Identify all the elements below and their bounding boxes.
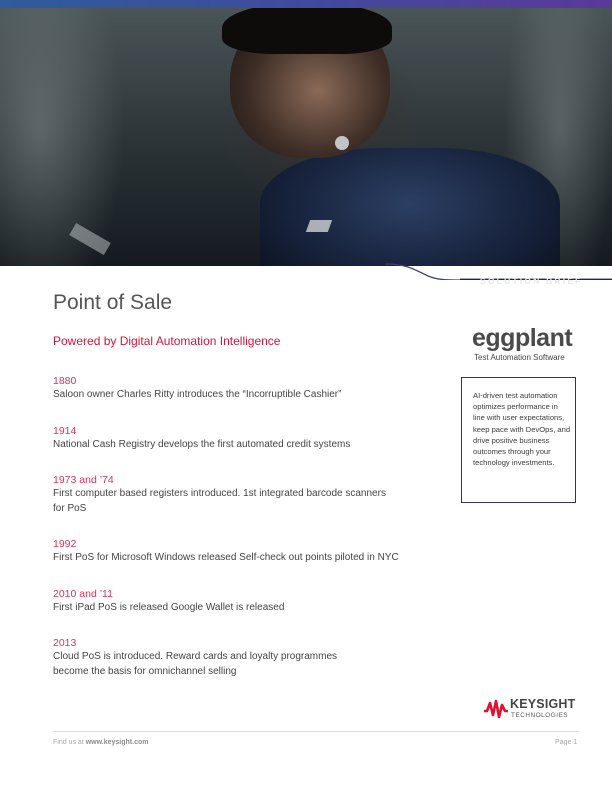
timeline-item bbox=[53, 474, 413, 516]
keysight-tagline: TECHNOLOGIES bbox=[511, 712, 569, 719]
timeline-item bbox=[53, 588, 413, 616]
timeline-description: First iPad PoS is released Google Wallet is released bbox=[53, 601, 285, 613]
timeline-description: First PoS for Microsoft Windows released Self-check out points piloted in NYC bbox=[53, 552, 399, 563]
timeline-year: 1880 bbox=[53, 375, 77, 387]
timeline-item bbox=[53, 637, 413, 679]
footer-find-prefix: Find us at bbox=[53, 739, 84, 746]
eggplant-tagline: Test Automation Software bbox=[474, 353, 565, 362]
timeline-description: National Cash Registry develops the first automated credit systems bbox=[53, 438, 351, 450]
timeline-year: 2013 bbox=[53, 637, 77, 649]
timeline-year: 1914 bbox=[53, 424, 77, 437]
footer-divider bbox=[53, 731, 579, 732]
hero-photo bbox=[0, 8, 612, 266]
page-number: Page 1 bbox=[555, 739, 578, 746]
page-subtitle: Powered by Digital Automation Intelligence bbox=[53, 334, 281, 348]
top-accent-bar bbox=[0, 0, 612, 8]
timeline-description: First computer based registers introduced. 1st integrated barcode scanners for PoS bbox=[53, 488, 386, 514]
hero-device bbox=[306, 220, 332, 232]
hero-shirt bbox=[260, 148, 560, 266]
timeline-description: Saloon owner Charles Ritty introduces the “Incorruptible Cashier” bbox=[53, 389, 342, 400]
hero-hair bbox=[222, 8, 392, 54]
timeline-year: 2010 and ’11 bbox=[53, 587, 113, 600]
page-title: Point of Sale bbox=[53, 291, 173, 314]
eggplant-logo: eggplant bbox=[472, 324, 573, 352]
callout-box bbox=[461, 377, 576, 503]
timeline-item bbox=[53, 425, 413, 453]
keysight-wave-icon bbox=[484, 699, 508, 719]
timeline-year: 1992 bbox=[53, 538, 77, 550]
timeline bbox=[53, 375, 413, 696]
keysight-logo bbox=[484, 697, 584, 723]
keysight-name: KEYSIGHT bbox=[510, 697, 576, 711]
timeline-year: 1973 and ’74 bbox=[53, 474, 114, 486]
timeline-item bbox=[53, 538, 413, 566]
timeline-item bbox=[53, 375, 413, 403]
footer-find-us bbox=[53, 739, 148, 746]
solution-brief-label: SOLUTION BRIEF bbox=[480, 276, 583, 286]
timeline-description: Cloud PoS is introduced. Reward cards and loyalty programmes become the basis for omnichannel selling bbox=[53, 651, 338, 677]
hero-light bbox=[335, 136, 349, 150]
callout-text: AI-driven test automation optimizes performance in line with user expectations, keep pace with DevOps, and drive positive business outcomes through your technology investments. bbox=[473, 391, 571, 468]
footer-url-link[interactable]: www.keysight.com bbox=[85, 739, 149, 746]
